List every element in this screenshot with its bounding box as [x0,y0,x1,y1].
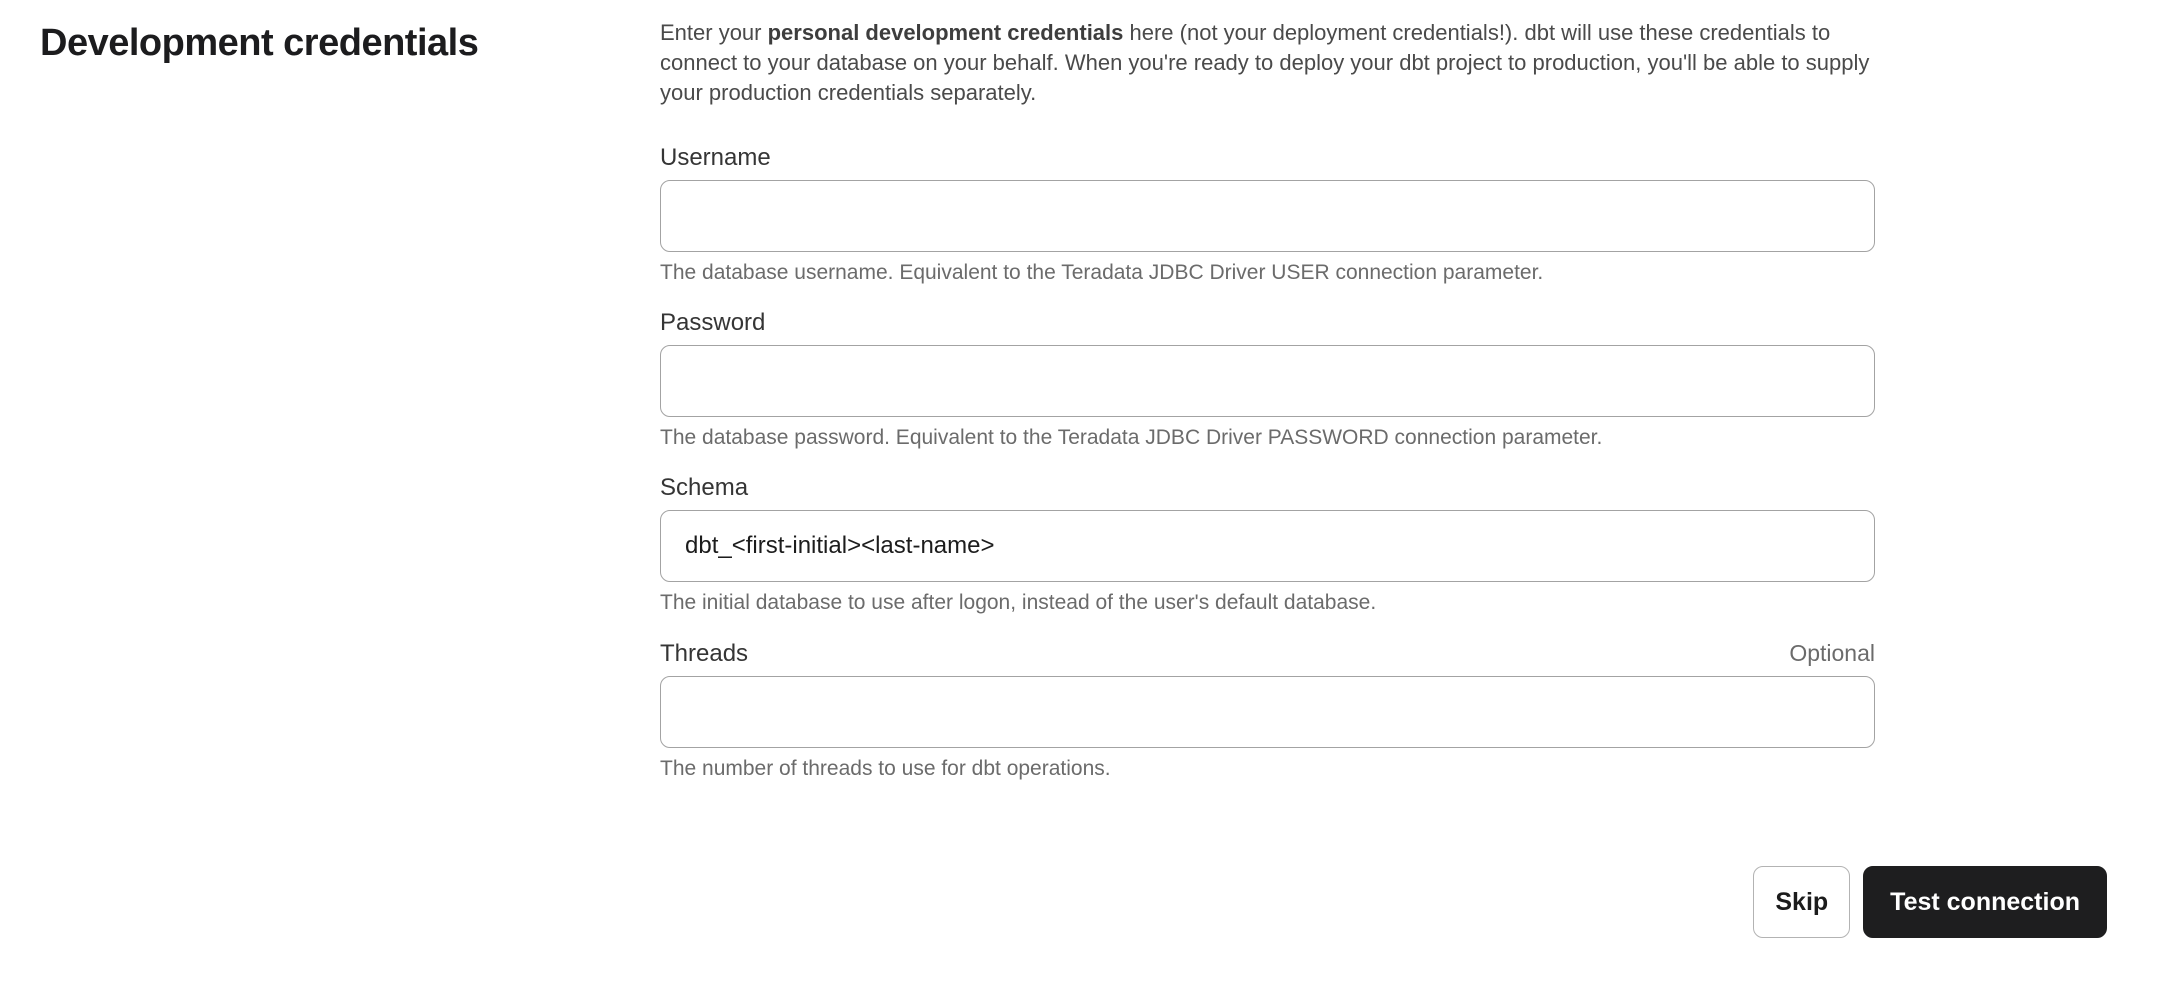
password-input[interactable] [660,345,1875,417]
threads-input[interactable] [660,676,1875,748]
threads-label: Threads [660,640,749,667]
threads-field-group [660,639,1875,783]
intro-prefix: Enter your [660,20,768,45]
skip-button[interactable]: Skip [1753,866,1850,938]
credentials-form [660,18,1875,805]
username-input[interactable] [660,180,1875,252]
schema-field-group [660,474,1875,617]
password-field-group [660,309,1875,452]
username-field-group [660,144,1875,287]
test-connection-button[interactable]: Test connection [1863,866,2107,938]
username-help-text: The database username. Equivalent to the Teradata JDBC Driver USER connection parameter. [660,261,1544,284]
intro-bold: personal development credentials [767,20,1124,45]
threads-help-text: The number of threads to use for dbt operations. [660,757,1111,780]
threads-optional-badge: Optional [1789,640,1875,666]
schema-label: Schema [660,474,749,501]
schema-input[interactable] [660,510,1875,582]
intro-suffix: here (not your deployment credentials!). dbt will use these credentials to connect to your database on your behalf. When you're ready to deploy your dbt project to production, you'll be able to supply your production credentials separately. [660,20,1870,105]
password-label: Password [660,309,766,336]
page-title: Development credentials [40,22,479,64]
schema-help-text: The initial database to use after logon, instead of the user's default database. [660,591,1377,614]
password-help-text: The database password. Equivalent to the Teradata JDBC Driver PASSWORD connection parameter. [660,426,1603,449]
footer-actions [1753,866,2107,938]
intro-text [660,18,1875,108]
username-label: Username [660,144,771,171]
